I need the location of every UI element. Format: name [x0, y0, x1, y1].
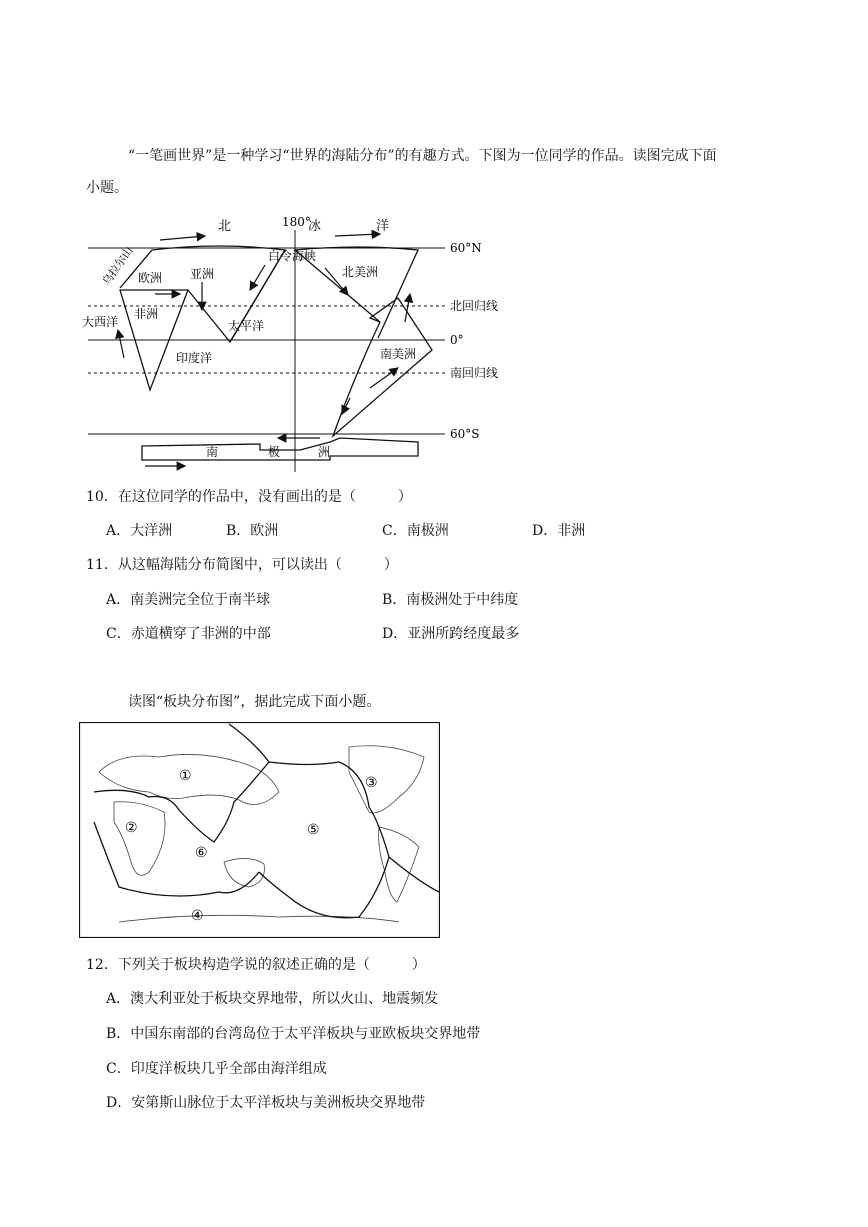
arrow-1 [160, 236, 205, 240]
arrow-2 [335, 234, 380, 236]
label-africa: 非洲 [134, 307, 159, 321]
intro-paragraph-1 [86, 140, 806, 204]
label-180: 180° [282, 215, 311, 229]
arrow-8 [405, 294, 410, 322]
intro-paragraph-2: 读图“板块分布图”，据此完成下面小题。 [128, 694, 381, 710]
label-ant-1: 南 [206, 445, 219, 459]
arrow-6 [118, 330, 124, 358]
q10-option-d[interactable]: D．非洲 [532, 523, 586, 539]
label-equator: 0° [450, 333, 464, 347]
plate-5-label: ⑤ [307, 822, 320, 838]
q11-option-c[interactable]: C．赤道横穿了非洲的中部 [106, 626, 271, 642]
south-america-outline [333, 298, 432, 436]
q10-stem: 10．在这位同学的作品中，没有画出的是（ ） [86, 489, 412, 505]
label-atlantic: 大西洋 [82, 315, 119, 329]
plate-2-label: ② [125, 820, 138, 836]
label-indian: 印度洋 [176, 351, 213, 365]
label-yang: 洋 [376, 219, 390, 234]
q12-option-a[interactable]: A．澳大利亚处于板块交界地带，所以火山、地震频发 [106, 991, 439, 1007]
q12-option-d[interactable]: D．安第斯山脉位于太平洋板块与美洲板块交界地带 [106, 1095, 426, 1111]
label-pacific: 太平洋 [228, 319, 265, 333]
q10-option-b[interactable]: B．欧洲 [226, 523, 279, 539]
label-bei: 北 [218, 219, 232, 234]
one-stroke-world-figure [80, 210, 520, 480]
label-ant-3: 洲 [318, 445, 331, 459]
label-bering: 白令海峡 [268, 249, 317, 263]
label-bing: 冰 [308, 219, 322, 234]
arrow-9 [370, 368, 398, 388]
intro-line-1: “一笔画世界”是一种学习“世界的海陆分布”的有趣方式。下图为一位同学的作品。读图完成下面 [128, 148, 717, 164]
q11-stem: 11．从这幅海陆分布简图中，可以读出（ ） [86, 557, 398, 573]
plate-6-label: ⑥ [195, 845, 208, 861]
label-tropic-n: 北回归线 [450, 299, 499, 313]
label-asia: 亚洲 [190, 267, 215, 281]
plate-1-label: ① [179, 768, 192, 784]
label-ural: 乌拉尔山 [99, 244, 136, 288]
label-ant-2: 极 [268, 445, 281, 459]
label-tropic-s: 南回归线 [450, 366, 499, 380]
q11-option-a[interactable]: A．南美洲完全位于南半球 [106, 592, 271, 608]
q12-option-b[interactable]: B．中国东南部的台湾岛位于太平洋板块与亚欧板块交界地带 [106, 1026, 481, 1042]
q11-option-b[interactable]: B．南极洲处于中纬度 [382, 592, 519, 608]
q11-option-d[interactable]: D．亚洲所跨经度最多 [382, 626, 520, 642]
plate-distribution-map [79, 722, 440, 938]
label-60n: 60°N [450, 241, 482, 255]
label-europe: 欧洲 [138, 271, 163, 285]
q10-option-a[interactable]: A．大洋洲 [106, 523, 173, 539]
intro-line-2: 小题。 [86, 180, 128, 196]
plate-4-label: ④ [191, 908, 204, 924]
label-60s: 60°S [450, 427, 480, 441]
q12-stem: 12．下列关于板块构造学说的叙述正确的是（ ） [86, 957, 426, 973]
q12-option-c[interactable]: C．印度洋板块几乎全部由海洋组成 [106, 1061, 327, 1077]
label-north-america: 北美洲 [342, 265, 379, 279]
q10-option-c[interactable]: C．南极洲 [382, 523, 449, 539]
plate-3-label: ③ [365, 775, 378, 791]
label-south-america: 南美洲 [380, 347, 417, 361]
